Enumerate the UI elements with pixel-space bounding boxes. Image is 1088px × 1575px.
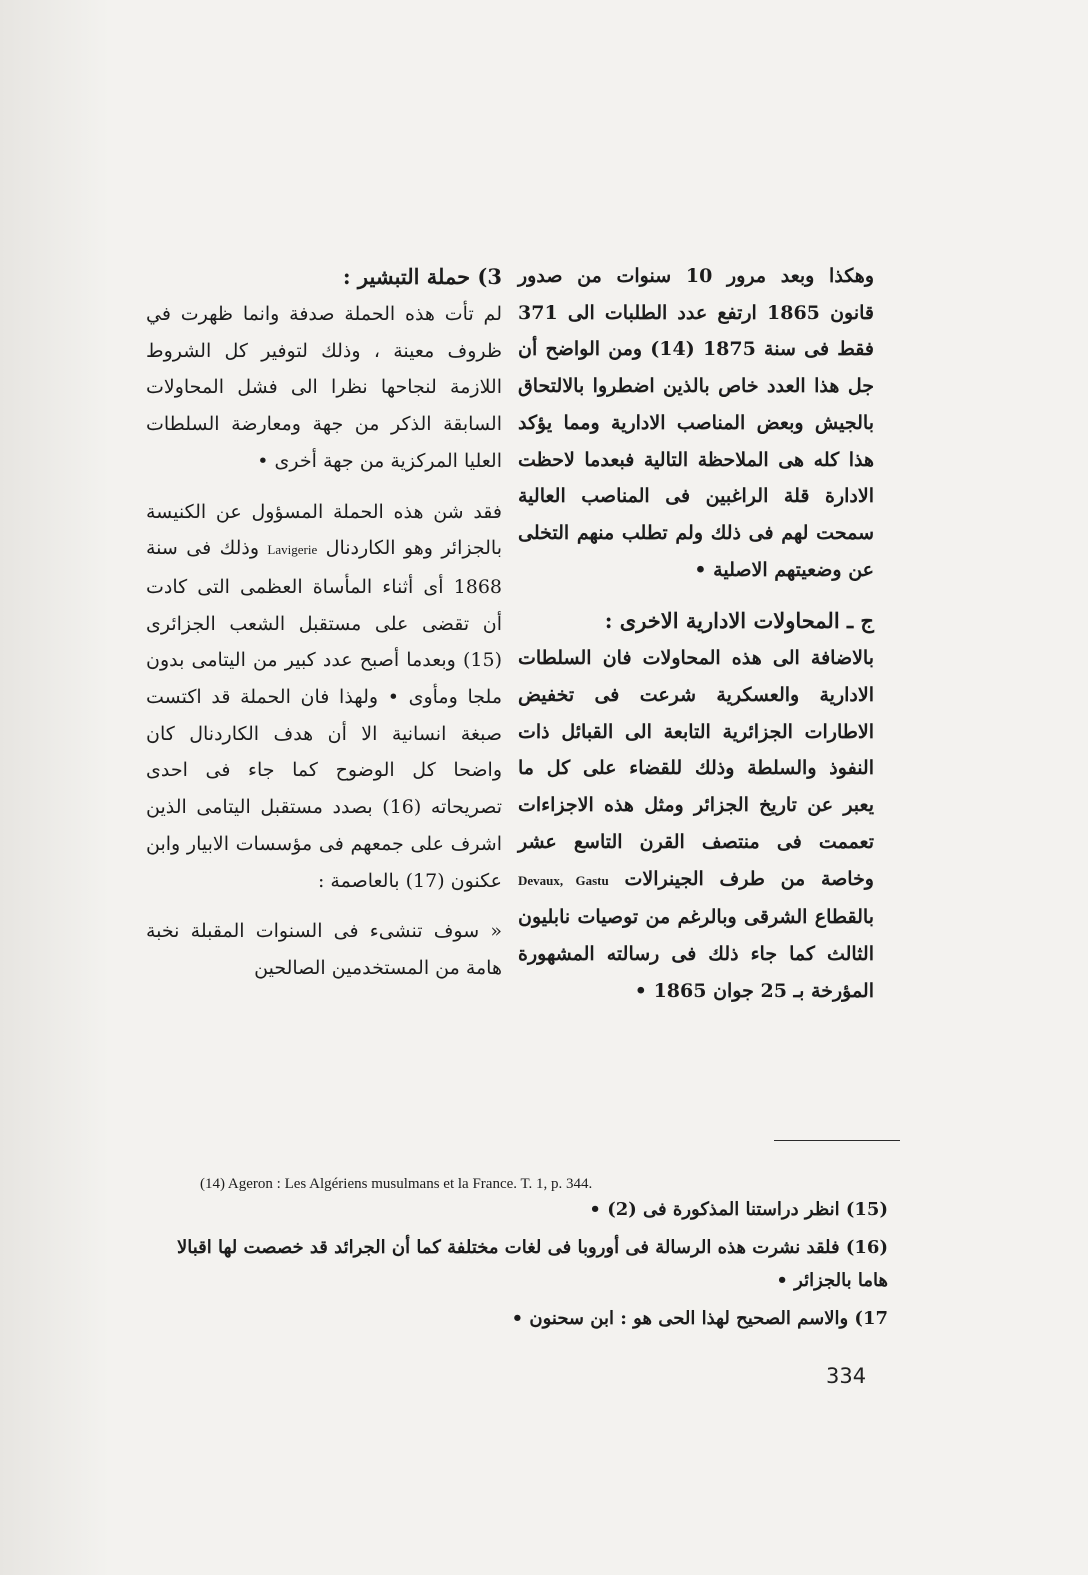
section-heading-missionary: 3) حملة التبشير : — [342, 264, 502, 289]
left-paragraph-2-part-a: فقد شن هذه الحملة المسؤول عن الكنيسة بالجزائر وهو الكاردنال — [146, 500, 502, 560]
section-heading-administrative: ج ـ المحاولات الادارية الاخرى : — [604, 608, 874, 634]
spacer — [146, 480, 502, 494]
footnote-17: 17) والاسم الصحيح لهذا الحى هو : ابن سحنون • — [511, 1308, 888, 1329]
right-paragraph-2-part-b: بالقطاع الشرقى وبالرغم من توصيات نابليون الثالث كما جاء ذلك فى رسالته المشهورة المؤرخة بـ 25 جوان 1865 • — [518, 906, 874, 1002]
left-column — [146, 258, 502, 987]
latin-name-lavigerie: Lavigerie — [267, 542, 318, 558]
left-paragraph-2 — [146, 494, 502, 900]
footnotes — [146, 1193, 888, 1340]
spacer — [146, 899, 502, 913]
right-column — [518, 258, 874, 1009]
left-paragraph-2-part-b: وذلك فى سنة 1868 أى أثناء المأساة العظمى التى كادت أن تقضى على مستقبل الشعب الجزائرى (15) وبعدما أصبح عدد كبير من اليتامى بدون ملجا ومأوى • ولهذا فان الحملة قد اكتست صبغة انسانية الا أن هدف الكاردنال كان واضحا كل الوضوح كما جاء فى احدى تصريحاته (16) بصدد مستقبل اليتامى الذين اشرف على جمعهم فى مؤسسات الابيار وابن عكنون (17) بالعاصمة : — [146, 537, 502, 892]
right-paragraph-1: وهكذا وبعد مرور 10 سنوات من صدور قانون 1865 ارتفع عدد الطلبات الى 371 فقط فى سنة 1875 (14) ومن الواضح أن جل هذا العدد خاص بالذين اضطروا بالالتحاق بالجيش وبعض المناصب الادارية ومما يؤكد هذا كله هى الملاحظة التالية فبعدما لاحظت الادارة قلة الراغبين فى المناصب العالية سمحت لهم فى ذلك ولم تطلب منهم التخلى عن وضعيتهم الاصلية • — [518, 265, 875, 581]
left-paragraph-1: لم تأت هذه الحملة صدفة وانما ظهرت في ظروف معينة ، وذلك لتوفير كل الشروط اللازمة لنجاحها نظرا الى فشل المحاولات السابقة الذكر من جهة ومعارضة السلطات العليا المركزية من جهة أخرى • — [146, 303, 502, 472]
footnote-14: (14) Ageron : Les Algériens musulmans et la France. T. 1, p. 344. — [200, 1176, 593, 1192]
page-edge-shadow — [0, 0, 110, 1575]
right-paragraph-2 — [518, 640, 874, 1009]
footnote-15: (15) انظر دراستنا المذكورة فى (2) • — [589, 1199, 888, 1220]
latin-names-generals: Devaux, Gastu — [518, 872, 609, 888]
footnote-separator — [774, 1140, 900, 1141]
spacer — [518, 588, 874, 602]
left-paragraph-3-quote: « سوف تنشىء فى السنوات المقبلة نخبة هامة من المستخدمين الصالحين — [146, 920, 502, 979]
right-paragraph-2-part-a: بالاضافة الى هذه المحاولات فان السلطات الادارية والعسكرية شرعت فى تخفيض الاطارات الجزائرية التابعة الى القبائل ذات النفوذ والسلطة وذلك للقضاء على كل ما يعبر عن تاريخ الجزائر ومثل هذه الاجزاءات تعممت فى منتصف القرن التاسع عشر وخاصة من طرف الجينرالات — [518, 647, 874, 890]
footnote-16: (16) فلقد نشرت هذه الرسالة فى أوروبا فى لغات مختلفة كما أن الجرائد قد خصصت لها اقبالا هاما بالجزائر • — [176, 1237, 888, 1291]
page-number: 334 — [826, 1364, 867, 1388]
